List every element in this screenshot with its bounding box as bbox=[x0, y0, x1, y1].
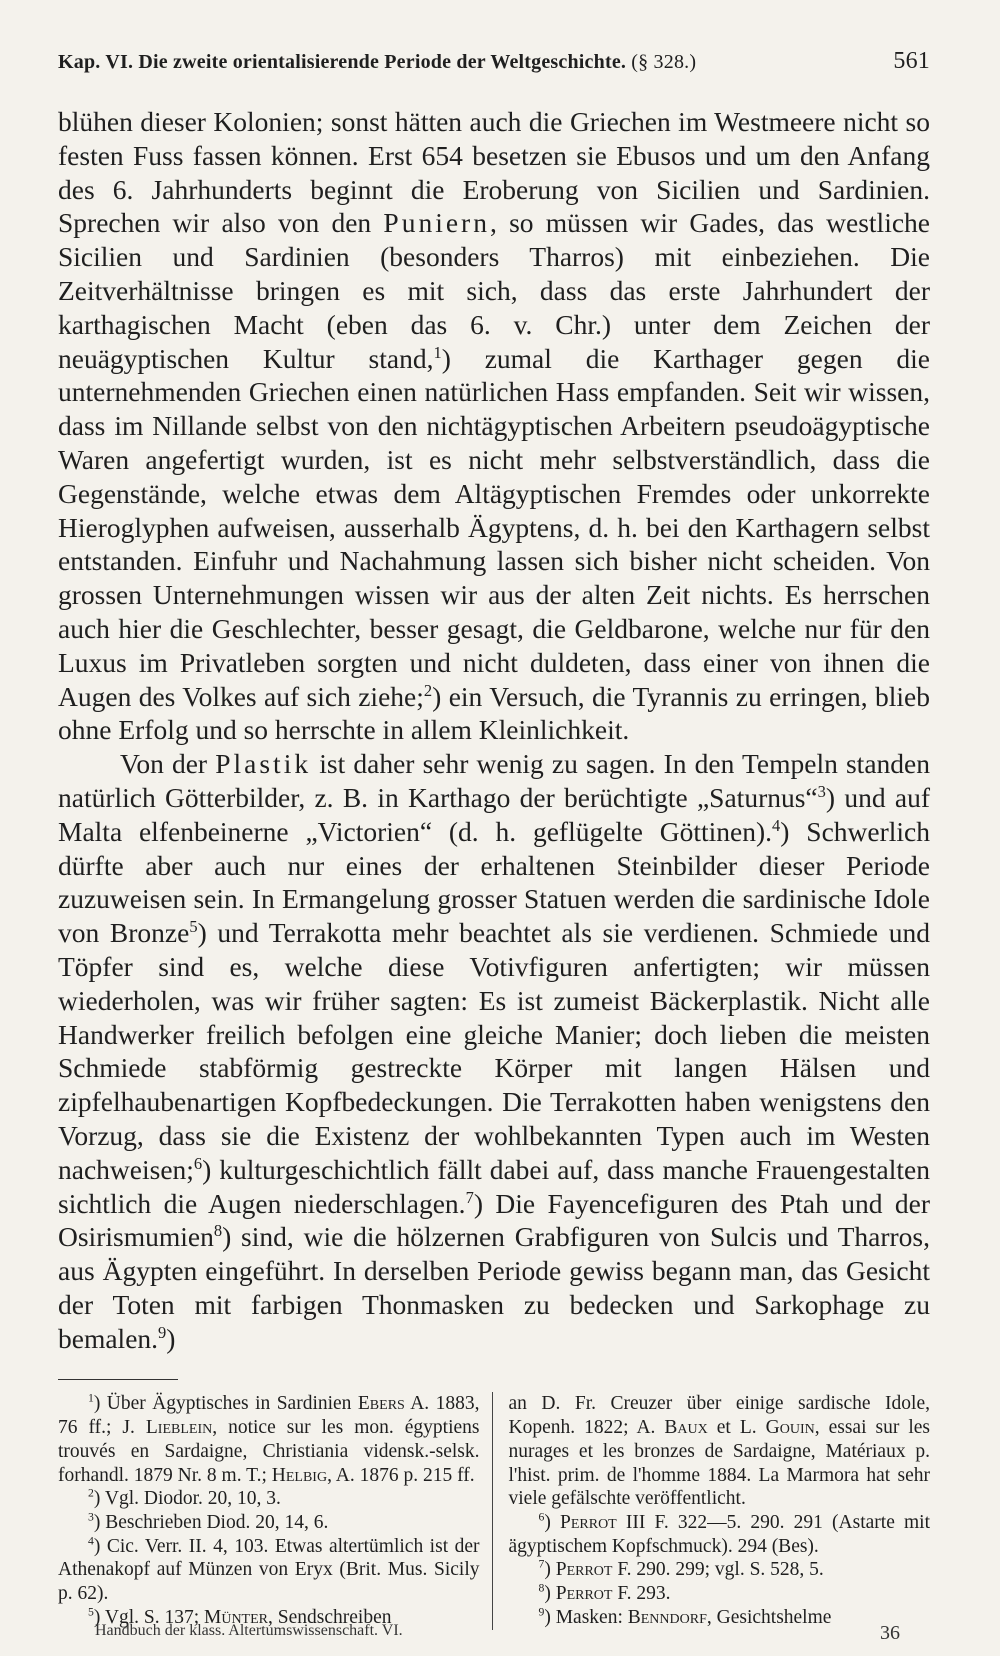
footnote-ref-9: 9 bbox=[158, 1322, 167, 1342]
text-run: , Gesichtshelme bbox=[706, 1606, 832, 1628]
text-run: ) Vgl. S. 137; bbox=[93, 1606, 204, 1628]
header-title: Die zweite orientalisierende Periode der Weltgeschichte. bbox=[138, 51, 627, 73]
paragraph-1 bbox=[58, 105, 930, 747]
footnote-ref-2: 2 bbox=[423, 680, 433, 700]
header-section: (§ 328.) bbox=[631, 51, 697, 73]
text-run: ) ein Versuch, die Tyrannis zu erringen, blieb ohne Erfolg und so herrschte in allem Kleinlichkeit. bbox=[58, 680, 930, 746]
author-name: Gouin bbox=[765, 1417, 815, 1439]
footnote-6 bbox=[509, 1511, 931, 1558]
text-run: blühen dieser Kolonien; sonst hätten auch die Griechen im Westmeere nicht so festen Fuss fassen können. Erst 654 besetzen sie Ebusos und um den Anfang des 6. Jahrhunderts beginnt die Eroberung von Sicilien und Sardinien. Sprechen wir also von den bbox=[58, 106, 930, 239]
footnote-number: 7 bbox=[538, 1557, 545, 1571]
text-run: ist daher sehr wenig zu sagen. In den Tempeln standen natürlich Götterbilder, z. B. in Karthago der berüchtigte „Saturnus“ bbox=[58, 748, 930, 813]
author-name: Benndorf bbox=[627, 1606, 707, 1628]
header-chapter: Kap. VI. bbox=[58, 51, 134, 73]
text-run: ) sind, wie die hölzernen Grabfiguren von Sulcis und Tharros, aus Ägypten eingeführt. In derselben Periode gewiss begann man, das Gesicht der Toten mit farbigen Thonmasken zu bedecken und Sarkophage zu bemalen. bbox=[58, 1221, 930, 1354]
main-text bbox=[58, 105, 930, 1355]
author-name: Lieblein bbox=[145, 1417, 213, 1439]
author-name: Baux bbox=[664, 1417, 708, 1439]
author-name: Münter bbox=[204, 1606, 269, 1628]
text-run: ) Beschrieben Diod. 20, 14, 6. bbox=[93, 1512, 329, 1533]
author-name: Ebers bbox=[357, 1393, 405, 1415]
author-name: Perrot bbox=[555, 1583, 613, 1605]
footnote-ref-4: 4 bbox=[772, 815, 781, 835]
text-run: ) bbox=[166, 1322, 176, 1354]
footnotes-left-column bbox=[58, 1392, 493, 1629]
text-run: ) Die Fayencefiguren des Ptah und der Osirismumien bbox=[58, 1187, 930, 1253]
footnote-number: 1 bbox=[88, 1391, 94, 1405]
author-name: Helbig bbox=[271, 1464, 328, 1486]
footnote-7 bbox=[509, 1558, 931, 1582]
text-run: Von der bbox=[120, 748, 216, 780]
text-run: ) Cic. Verr. II. 4, 103. Etwas altertümlich ist der Athenakopf auf Münzen von Eryx (Brit. Mus. Sicily p. 62). bbox=[58, 1535, 480, 1605]
footnote-ref-6: 6 bbox=[193, 1153, 203, 1173]
footnote-3 bbox=[58, 1511, 480, 1535]
page-number: 561 bbox=[893, 48, 930, 74]
footnote-number: 3 bbox=[88, 1510, 94, 1524]
author-name: Perrot bbox=[555, 1559, 613, 1581]
text-run: , so müssen wir Gades, das westliche Sicilien und Sardinien (besonders Tharros) mit einbeziehen. Die Zeitverhältnisse bringen es mit sich, dass das erste Jahrhundert der karthagischen Macht (eben das 6. v. Chr.) unter dem Zeichen der neuägyptischen Kultur stand, bbox=[58, 207, 930, 374]
footnotes bbox=[58, 1392, 930, 1629]
text-run: , A. 1876 p. 215 ff. bbox=[327, 1464, 475, 1486]
footnote-1 bbox=[58, 1392, 480, 1487]
text-run: F. 290. 299; vgl. S. 528, 5. bbox=[612, 1559, 824, 1581]
author-name: Perrot bbox=[560, 1512, 617, 1533]
signature-mark: 36 bbox=[880, 1622, 900, 1644]
text-run: ) zumal die Karthager gegen die unternehmenden Griechen einen natürlichen Hass empfanden. Seit wir wissen, dass im Nillande selbst von den nichtägyptischen Arbeitern pseudoägyptische Waren angefertigt wurden, ist es nicht mehr selbstverständlich, dass die Gegenstände, welche etwas dem Altägyptischen Fremdes oder unkorrekte Hieroglyphen aufweisen, ausserhalb Ägyptens, d. h. bei den Karthagern selbst entstanden. Einfuhr und Nachahmung lassen sich bisher nicht scheiden. Von grossen Unternehmungen wissen wir aus der alten Zeit nichts. Es herrschen auch hier die Geschlechter, besser gesagt, die Geldbarone, welche nur für den Luxus im Privatleben sorgten und nicht duldeten, dass einer von ihnen die Augen des Volkes auf sich ziehe; bbox=[58, 342, 931, 712]
running-header bbox=[58, 48, 930, 75]
footnote-number: 9 bbox=[538, 1605, 545, 1619]
text-run: ) und Terrakotta mehr beachtet als sie verdienen. Schmiede und Töpfer sind es, welche diese Votivfiguren anfertigten; wir müssen wiederholen, was wir früher sagten: Es ist zumeist Bäckerplastik. Nicht alle Handwerker freilich befolgen eine gleiche Manier; doch lieben die meisten Schmiede stabförmig gestreckte Körper mit langen Hälsen und zipfelhaubenartigen Kopfbedeckungen. Die Terrakotten haben wenigstens den Vorzug, dass sie die Existenz der wohlbekannten Typen auch im Westen nachweisen; bbox=[58, 917, 930, 1185]
footnote-divider bbox=[58, 1379, 178, 1380]
text-run: , notice sur les mon. égyptiens trouvés en Sardaigne, Christiania vidensk.-selsk. forhandl. 1879 Nr. 8 m. T.; bbox=[58, 1417, 480, 1486]
text-run: ) Masken: bbox=[544, 1606, 628, 1628]
spaced-term-plastik: Plastik bbox=[215, 748, 312, 780]
footnote-number: 4 bbox=[88, 1534, 94, 1548]
text-run: , Sendschreiben bbox=[268, 1606, 392, 1628]
text-run: F. 293. bbox=[612, 1583, 671, 1605]
text-run: ) Schwerlich dürfte aber auch nur eines der erhaltenen Steinbilder dieser Periode zuzuweisen sein. In Ermangelung grosser Statuen werden die sardinische Idole von Bronze bbox=[58, 815, 930, 949]
footnote-ref-7: 7 bbox=[465, 1187, 474, 1207]
footnote-4 bbox=[58, 1535, 480, 1606]
text-run: ) bbox=[544, 1512, 560, 1533]
text-run: an D. Fr. Creuzer über einige sardische Idole, Kopenh. 1822; A. bbox=[508, 1393, 930, 1439]
footnote-2 bbox=[58, 1487, 480, 1511]
footnote-ref-5: 5 bbox=[189, 916, 198, 936]
footnote-8 bbox=[509, 1582, 931, 1606]
text-run: III F. 322—5. 290. 291 (Astarte mit ägyptischem Kopfschmuck). 294 (Bes). bbox=[508, 1512, 930, 1557]
header-chapter-title bbox=[58, 51, 696, 74]
footnote-number: 5 bbox=[88, 1605, 94, 1619]
spaced-term-puniern: Puniern bbox=[383, 207, 490, 239]
text-run: ) bbox=[544, 1583, 556, 1605]
text-run: ) bbox=[544, 1559, 556, 1581]
footnotes-right-column bbox=[509, 1392, 931, 1629]
footnote-ref-8: 8 bbox=[213, 1221, 223, 1241]
paragraph-2 bbox=[58, 747, 930, 1355]
text-run: , essai sur les nurages et les bronzes de Sardaigne, Matériaux p. l'hist. prim. de l'homme 1884. La Marmora hat sehr viele gefälschte veröffentlicht. bbox=[508, 1417, 930, 1510]
page-footer bbox=[95, 1622, 900, 1645]
text-run: ) Vgl. Diodor. 20, 10, 3. bbox=[93, 1488, 281, 1510]
footnote-5-continued bbox=[509, 1392, 931, 1511]
footnote-ref-1: 1 bbox=[433, 342, 442, 362]
footnote-number: 8 bbox=[538, 1581, 545, 1595]
text-run: ) Über Ägyptisches in Sardinien bbox=[93, 1393, 358, 1415]
text-run: ) und auf Malta elfenbeinerne „Victorien“ (d. h. geflügelte Göttinen). bbox=[58, 781, 930, 847]
footnote-number: 6 bbox=[538, 1510, 545, 1524]
text-run: et L. bbox=[707, 1417, 766, 1439]
footnote-ref-3: 3 bbox=[817, 781, 826, 801]
text-run: ) kulturgeschichtlich fällt dabei auf, dass manche Frauengestalten sichtlich die Augen niederschlagen. bbox=[58, 1153, 930, 1219]
footer-book-title: Handbuch der klass. Altertumswissenschaft. VI. bbox=[95, 1622, 403, 1639]
footnote-number: 2 bbox=[88, 1486, 94, 1500]
text-run: A. 1883, 76 ff.; J. bbox=[58, 1393, 480, 1439]
